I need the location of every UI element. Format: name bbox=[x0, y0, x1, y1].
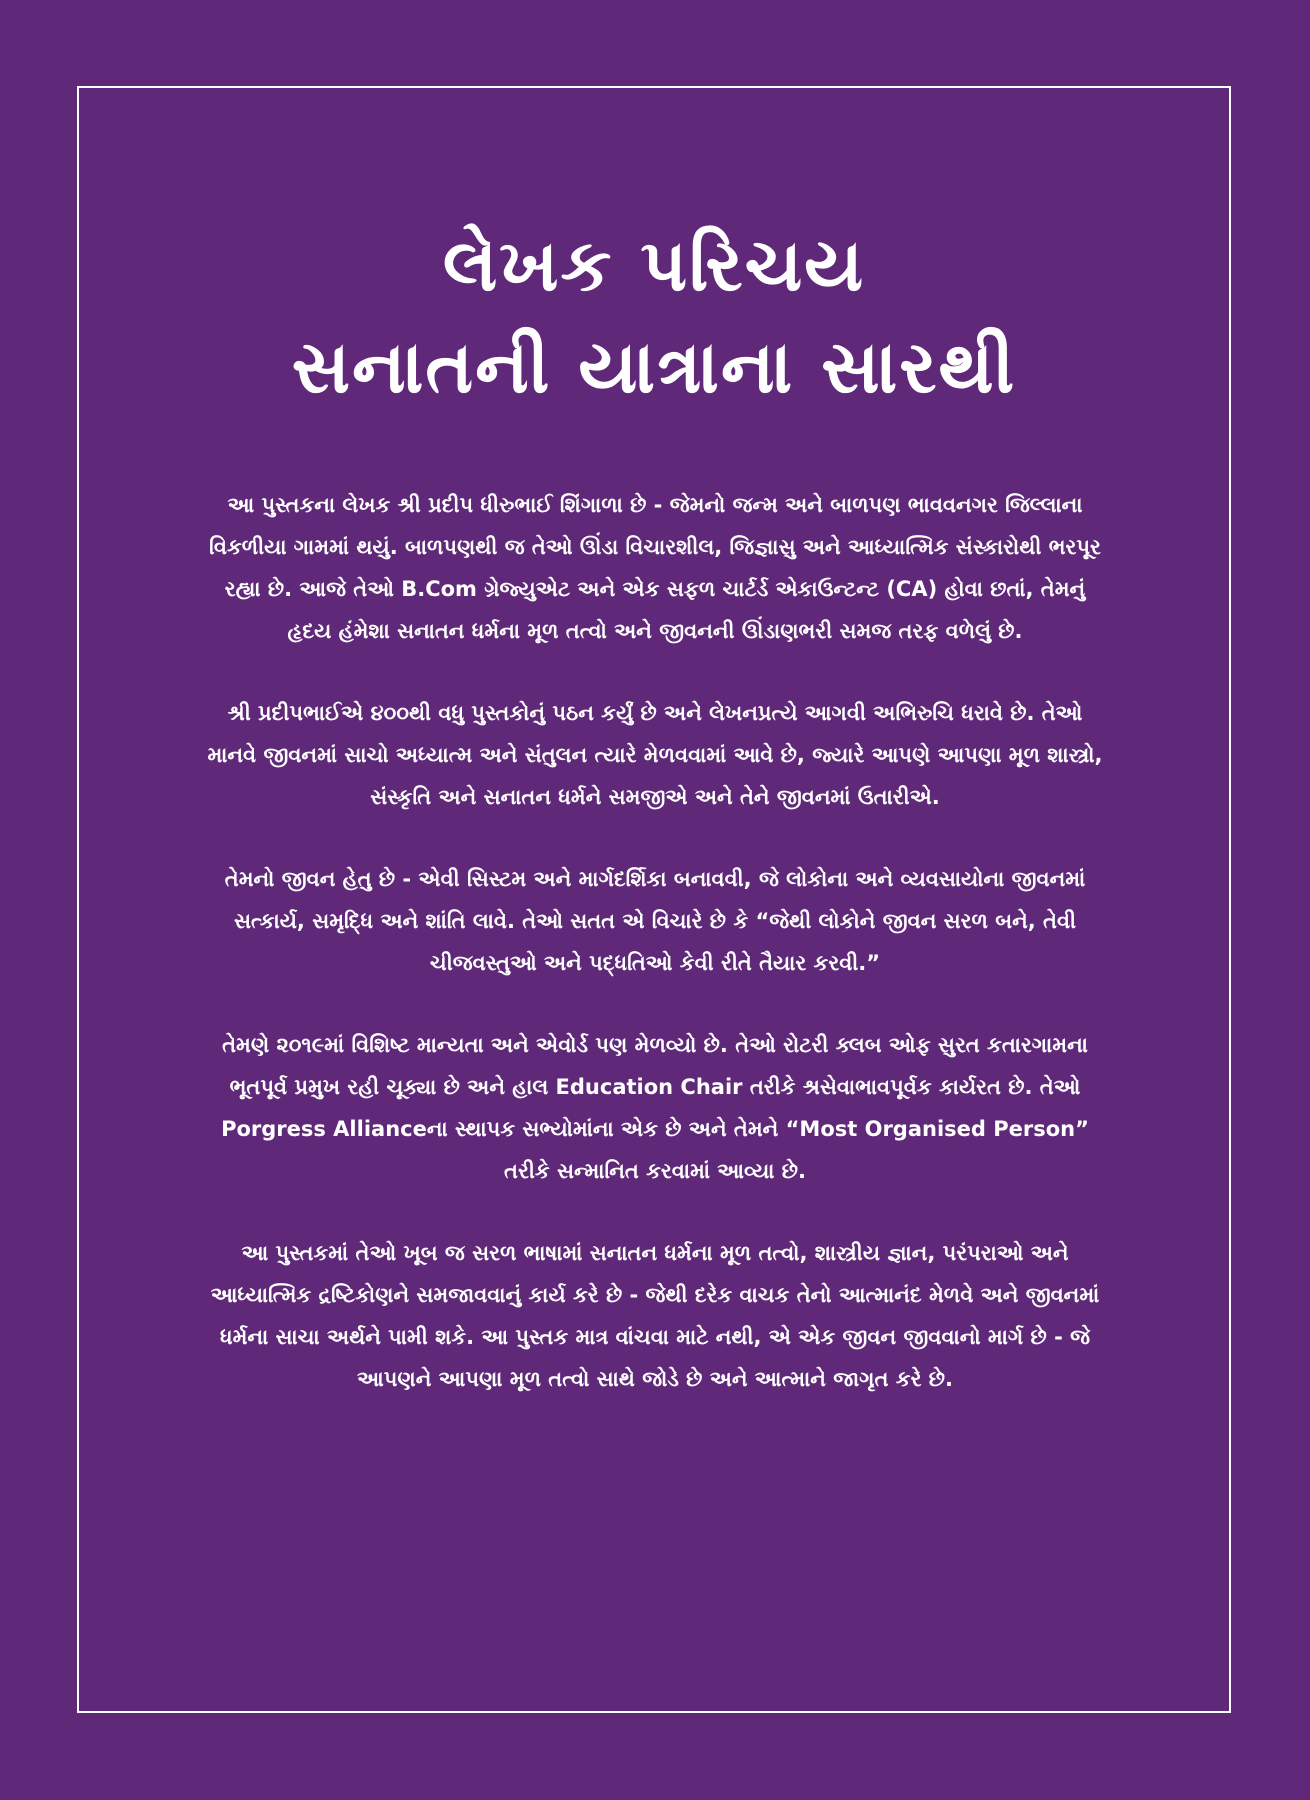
title-line-1: લેખક પરિચય bbox=[442, 223, 866, 307]
paragraph-achievements: તેમણે ૨૦૧૯માં વિશિષ્ટ માન્યતા અને એવોર્ડ પણ મેળવ્યો છે. તેઓ રોટરી ક્લબ ઓફ સુરત કતારગામના ભૂતપૂર્વ પ્રમુખ રહી ચૂક્યા છે અને હાલ Education Chair તરીકે શ્રસેવાભાવપૂર્વક કાર્યરત છે. તેઓ Porgress Allianceના સ્થાપક સભ્યોમાંના એક છે અને તેમને “Most Organised Person” તરીકે સન્માનિત કરવામાં આવ્યા છે. bbox=[221, 1033, 1089, 1183]
title-line-2: સનાતની યાત્રાના સારથી bbox=[291, 325, 1017, 409]
paragraph-reading-interest: શ્રી પ્રદીપભાઈએ ૪૦૦થી વધુ પુસ્તકોનું પઠન કર્યું છે અને લેખનપ્રત્યે આગવી અભિરુચિ ધરાવે છે. તેઓ માનવે જીવનમાં સાચો અધ્યાત્મ અને સંતુલન ત્યારે મેળવવામાં આવે છે, જ્યારે આપણે આપણા મૂળ શાસ્ત્રો, સંસ્કૃતિ અને સનાતન ધર્મને સમજીએ અને તેને જીવનમાં ઉતારીએ. bbox=[207, 701, 1103, 809]
paragraph-author-intro: આ પુસ્તકના લેખક શ્રી પ્રદીપ ધીરુભાઈ શિંગાળા છે - જેમનો જન્મ અને બાળપણ ભાવવનગર જિલ્લાના વિકળીયા ગામમાં થયું. બાળપણથી જ તેઓ ઊંડા વિચારશીલ, જિજ્ઞાસુ અને આધ્યાત્મિક સંસ્કારોથી ભરપૂર રહ્યા છે. આજે તેઓ B.Com ગ્રેજ્યુએટ અને એક સફળ ચાર્ટર્ડ એકાઉન્ટન્ટ (CA) હોવા છતાં, તેમનું હૃદય હંમેશા સનાતન ધર્મના મૂળ તત્વો અને જીવનની ઊંડાણભરી સમજ તરફ વળેલું છે. bbox=[209, 493, 1101, 643]
page-title bbox=[77, 214, 1231, 418]
paragraph-life-purpose: તેમનો જીવન હેતુ છે - એવી સિસ્ટમ અને માર્ગદર્શિકા બનાવવી, જે લોકોના અને વ્યવસાયોના જીવનમાં સત્કાર્ય, સમૃદ્ધિ અને શાંતિ લાવે. તેઓ સતત એ વિચારે છે કે “જેથી લોકોને જીવન સરળ બને, તેવી ચીજવસ્તુઓ અને પદ્ધતિઓ કેવી રીતે તૈયાર કરવી.” bbox=[224, 867, 1086, 975]
paragraph-book-purpose: આ પુસ્તકમાં તેઓ ખૂબ જ સરળ ભાષામાં સનાતન ધર્મના મૂળ તત્વો, શાસ્ત્રીય જ્ઞાન, પરંપરાઓ અને આધ્યાત્મિક દ્રષ્ટિકોણને સમજાવવાનું કાર્ય કરે છે - જેથી દરેક વાચક તેનો આત્માનંદ મેળવે અને જીવનમાં ધર્મના સાચા અર્થને પામી શકે. આ પુસ્તક માત્ર વાંચવા માટે નથી, એ એક જીવન જીવવાનો માર્ગ છે - જે આપણને આપણા મૂળ તત્વો સાથે જોડે છે અને આત્માને જાગૃત કરે છે. bbox=[210, 1241, 1100, 1391]
body-text bbox=[200, 484, 1110, 1400]
